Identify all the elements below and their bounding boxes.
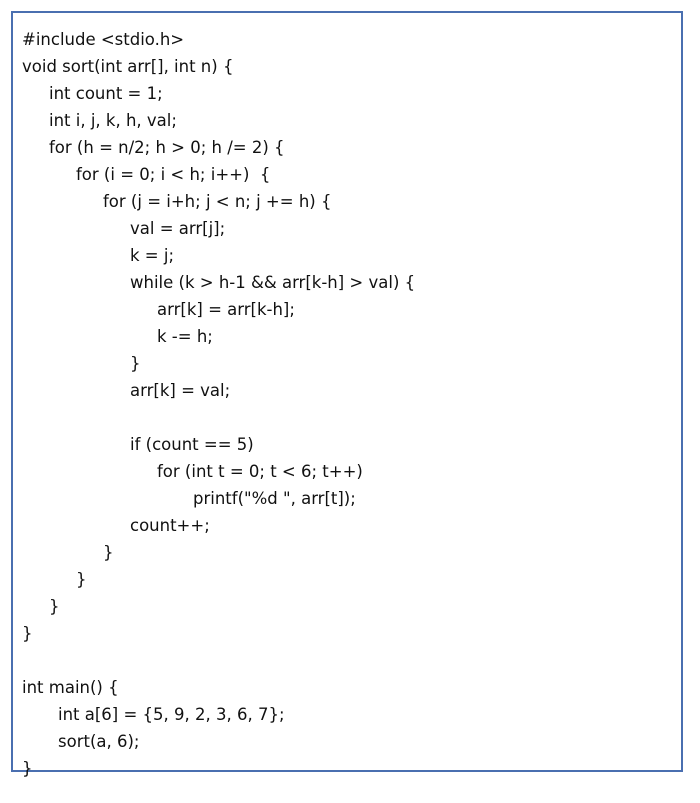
code-line: int i, j, k, h, val; [49,111,177,130]
code-line: void sort(int arr[], int n) { [22,57,234,76]
code-line: } [22,759,33,778]
code-line: } [22,624,33,643]
code-line: int main() { [22,678,119,697]
code-line: k = j; [130,246,175,265]
code-line: arr[k] = arr[k-h]; [157,300,295,319]
code-line: k -= h; [157,327,213,346]
code-line: printf("%d ", arr[t]); [193,489,356,508]
code-line: } [49,597,60,616]
code-line: val = arr[j]; [130,219,226,238]
code-line: for (i = 0; i < h; i++) { [76,165,271,184]
code-line: while (k > h-1 && arr[k-h] > val) { [130,273,416,292]
code-line: int a[6] = {5, 9, 2, 3, 6, 7}; [58,705,285,724]
code-line: } [130,354,141,373]
code-line: for (h = n/2; h > 0; h /= 2) { [49,138,285,157]
code-line: for (int t = 0; t < 6; t++) [157,462,363,481]
code-line: for (j = i+h; j < n; j += h) { [103,192,332,211]
code-line: sort(a, 6); [58,732,140,751]
code-line: } [76,570,87,589]
code-line: if (count == 5) [130,435,254,454]
code-line: count++; [130,516,210,535]
code-block [11,11,683,778]
code-line: arr[k] = val; [130,381,231,400]
code-line: #include <stdio.h> [22,30,185,49]
code-line: } [103,543,114,562]
code-line: int count = 1; [49,84,163,103]
